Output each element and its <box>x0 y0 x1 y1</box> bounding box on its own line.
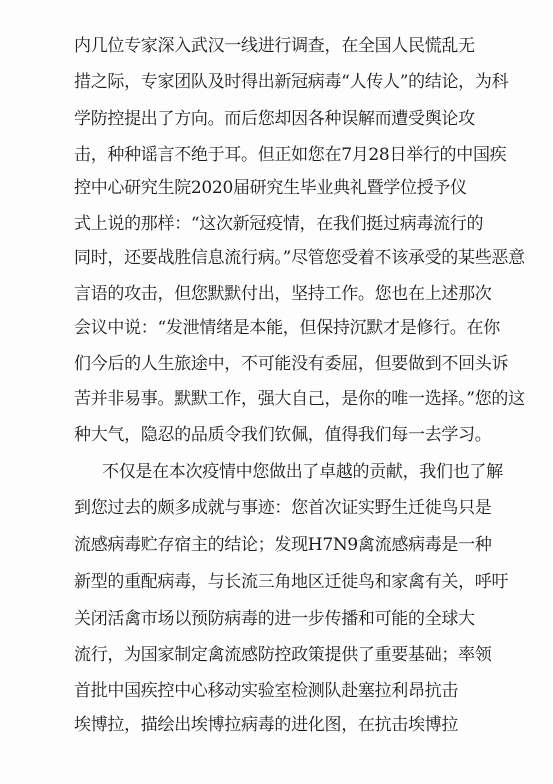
text-line: 们今后的人生旅途中，不可能没有委屈，但要做到不回头诉 <box>74 354 509 374</box>
text-line: 流行，为国家制定禽流感防控政策提供了重要基础；率领 <box>74 645 492 665</box>
text-line: 不仅是在本次疫情中您做出了卓越的贡献，我们也了解 <box>102 462 503 482</box>
text-line: 到您过去的颇多成就与事迹：您首次证实野生迁徙鸟只是 <box>74 498 492 518</box>
text-line: 关闭活禽市场以预防病毒的进一步传播和可能的全球大 <box>74 609 475 629</box>
text-line: 流感病毒贮存宿主的结论；发现H7N9禽流感病毒是一种 <box>74 535 492 555</box>
text-line: 同时，还要战胜信息流行病。”尽管您受着不该承受的某些恶意 <box>74 248 525 268</box>
text-line: 击，种种谣言不绝于耳。但正如您在7月28日举行的中国疾 <box>74 145 507 165</box>
text-line: 苦并非易事。默默工作，强大自己，是你的唯一选择。”您的这 <box>74 389 525 409</box>
text-line: 控中心研究生院2020届研究生毕业典礼暨学位授予仪 <box>74 178 467 198</box>
text-line: 学防控提出了方向。而后您却因各种误解而遭受舆论攻 <box>74 109 475 129</box>
text-line: 首批中国疾控中心移动实验室检测队赴塞拉利昂抗击 <box>74 681 459 701</box>
text-line: 言语的攻击，但您默默付出，坚持工作。您也在上述那次 <box>74 284 492 304</box>
text-line: 会议中说：“发泄情绪是本能，但保持沉默才是修行。在你 <box>74 318 500 338</box>
text-line: 种大气，隐忍的品质令我们钦佩，值得我们每一去学习。 <box>74 425 492 445</box>
text-line: 埃博拉，描绘出埃博拉病毒的进化图，在抗击埃博拉 <box>74 715 459 735</box>
text-line: 措之际，专家团队及时得出新冠病毒“人传人”的结论，为科 <box>74 72 509 92</box>
text-line: 式上说的那样：“这次新冠疫情，在我们挺过病毒流行的 <box>74 214 484 234</box>
text-line: 新型的重配病毒，与长流三角地区迁徙鸟和家禽有关，呼吁 <box>74 572 509 592</box>
text-line: 内几位专家深入武汉一线进行调查，在全国人民慌乱无 <box>74 36 475 56</box>
